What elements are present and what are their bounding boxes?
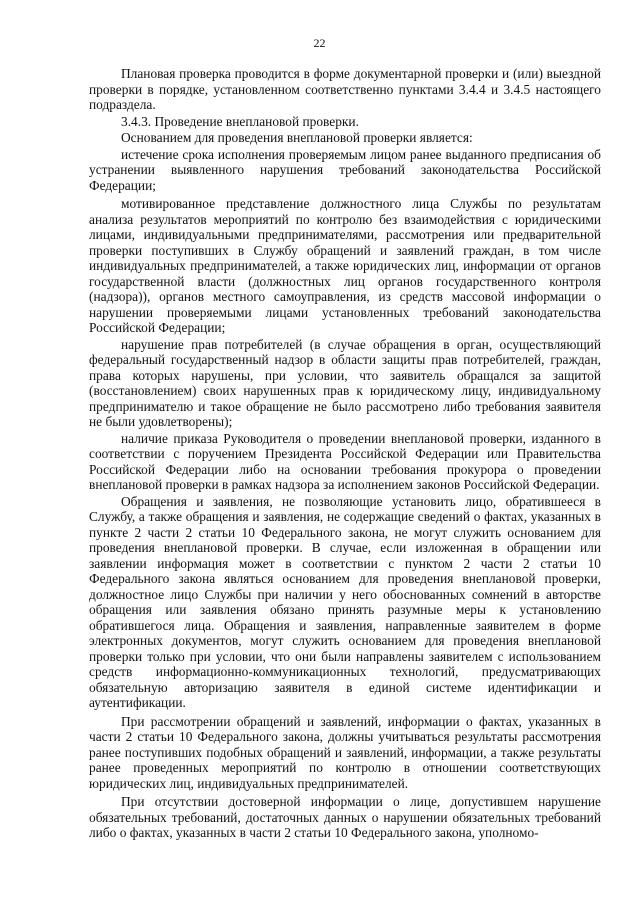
paragraph: Основанием для проведения внеплановой проверки является: xyxy=(121,130,473,145)
page-number: 22 xyxy=(313,36,326,50)
paragraph: При отсутствии достоверной информации о лице, допустившем нарушение обязательных требований, достаточных данных о нарушении обязательных требований либо о фактах, указанных в части 2 статьи 10 Федерального закона, уполномо- xyxy=(89,794,601,840)
paragraph: При рассмотрении обращений и заявлений, информации о фактах, указанных в части 2 статьи 10 Федерального закона, должны учитываться результаты рассмотрения ранее поступивших подобных обращений и заявлений, информации, а также результаты ранее проведенных мероприятий по контролю в отношении соответствующих юридических лиц, индивидуальных предпринимателей. xyxy=(89,713,601,791)
paragraph: Плановая проверка проводится в форме документарной проверки и (или) выездной проверки в порядке, установленном соответственно пунктами 3.4.4 и 3.4.5 настоящего подраздела. xyxy=(89,66,601,112)
list-item: наличие приказа Руководителя о проведении внеплановой проверки, изданного в соответствии с поручением Президента Российской Федерации или Правительства Российской Федерации либо на основании требования прокурора о проведении внеплановой проверки в рамках надзора за исполнением законов Российской Федерации. xyxy=(89,430,601,492)
section-heading: 3.4.3. Проведение внеплановой проверки. xyxy=(121,113,359,129)
list-item: истечение срока исполнения проверяемым лицом ранее выданного предписания об устранении выявленного нарушения требований законодательства Российской Федерации; xyxy=(89,146,601,193)
paragraph: Обращения и заявления, не позволяющие установить лицо, обратившееся в Службу, а также обращения и заявления, не содержащие сведений о фактах, указанных в пункте 2 части 2 статьи 10 Федерального закона, не могут служить основанием для проведения внеплановой проверки. В случае, если изложенная в обращении или заявлении информация может в соответствии с пунктом 2 части 2 статьи 10 Федерального закона являться основанием для проведения внеплановой проверки, должностное лицо Службы при наличии у него обоснованных сомнений в авторстве обращения или заявления обязано принять разумные меры к установлению обратившегося лица. Обращения и заявления, направленные заявителем в форме электронных документов, могут служить основанием для проведения внеплановой проверки только при условии, что они были направлены заявителем с использованием средств информационно-коммуникационных технологий, предусматривающих обязательную авторизацию заявителя в единой системе идентификации и аутентификации. xyxy=(89,493,601,710)
list-item: нарушение прав потребителей (в случае обращения в орган, осуществляющий федеральный государственный надзор в области защиты прав потребителей, граждан, права которых нарушены, при условии, что заявитель обращался за защитой (восстановлением) своих нарушенных прав к юридическому лицу, индивидуальному предпринимателю и такое обращение не было рассмотрено либо требования заявителя не были удовлетворены); xyxy=(89,336,601,429)
list-item: мотивированное представление должностного лица Службы по результатам анализа результатов мероприятий по контролю без взаимодействия с юридическими лицами, индивидуальными предпринимателями, рассмотрения или предварительной проверки поступивших в Службу обращений и заявлений граждан, в том числе индивидуальных предпринимателей, а также юридических лиц, информации от органов государственной власти (должностных лиц органов государственного контроля (надзора)), органов местного самоуправления, из средств массовой информации о нарушении проверяемыми лицами установленных требований законодательства Российской Федерации; xyxy=(89,196,601,335)
document-body xyxy=(89,66,601,842)
